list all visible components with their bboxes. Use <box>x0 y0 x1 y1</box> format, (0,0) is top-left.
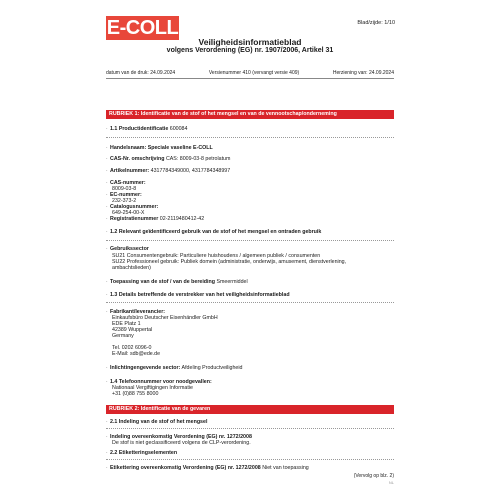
divider <box>106 240 394 241</box>
article-number-value: 4317784349000, 4317784348997 <box>150 168 231 174</box>
section-1-header: RUBRIEK 1: Identificatie van de stof of het mengsel en van de vennootschap/onderneming <box>106 110 394 119</box>
section-1-3-heading: 1.3 Details betreffende de verstrekker van het veiligheidsinformatieblad <box>110 292 290 298</box>
emergency-line: Nationaal Vergiftigingen Informatie <box>112 385 193 391</box>
registration-label: Registratienummer <box>110 216 159 222</box>
version-number: Versienummer 410 (vervangt versie 409) <box>208 70 300 76</box>
labelling-value: Niet van toepassing <box>262 465 309 471</box>
section-2-header: RUBRIEK 2: Identificatie van de gevaren <box>106 405 394 414</box>
bullet-dot: · <box>106 145 108 151</box>
trade-name-value: Speciale vaseline E-COLL <box>147 145 213 151</box>
supplier-line: Tel. 0202 6096-0 <box>112 345 152 351</box>
bullet-dot: · <box>106 309 108 315</box>
language-code: NL <box>388 480 394 485</box>
su22-line: SU22 Professioneel gebruik: Publiek domein (administratie, onderwijs, amusement, dienstverlening, <box>112 259 347 265</box>
divider <box>106 428 394 429</box>
cas-description-label: CAS-Nr. omschrijving <box>110 156 165 162</box>
catalog-number-label: Catalogusnummer: <box>110 204 159 210</box>
cas-number-value: 8009-03-8 <box>112 186 137 192</box>
bullet-dot: · <box>106 229 108 235</box>
use-sector-label: Gebruikssector <box>110 246 149 252</box>
bullet-dot: · <box>106 434 108 440</box>
bullet-dot: · <box>106 168 108 174</box>
bullet-dot: · <box>106 156 108 162</box>
document-title: Veiligheidsinformatieblad <box>198 37 302 47</box>
bullet-dot: · <box>106 419 108 425</box>
trade-name-row <box>110 145 213 151</box>
ec-number-value: 232-373-2 <box>112 198 137 204</box>
bullet-dot: · <box>106 450 108 456</box>
su22-line-cont: ambachtslieden) <box>112 265 151 271</box>
cas-description-row <box>110 156 230 162</box>
revision-date: Herziening van: 24.09.2024 <box>332 70 394 76</box>
supplier-label: Fabrikant/leverancier: <box>110 309 166 315</box>
header-divider <box>106 78 394 79</box>
bullet-dot: · <box>106 292 108 298</box>
info-sector-row <box>110 365 243 371</box>
product-identification <box>110 126 187 132</box>
document-meta <box>106 70 394 76</box>
supplier-line: Germany <box>112 333 134 339</box>
supplier-line: EDE Platz 1 <box>112 321 141 327</box>
application-label: Toepassing van de stof / van de bereiding <box>110 279 215 285</box>
catalog-number-value: 649-254-00-X <box>112 210 145 216</box>
supplier-line: 42389 Wuppertal <box>112 327 153 333</box>
bullet-dot: · <box>106 365 108 371</box>
labelling-row <box>110 465 309 471</box>
bullet-dot: · <box>106 216 108 222</box>
print-date: datum van de druk: 24.09.2024 <box>106 70 176 76</box>
application-value: Smeermiddel <box>216 279 248 285</box>
bullet-dot: · <box>106 465 108 471</box>
application-row <box>110 279 248 285</box>
bullet-dot: · <box>106 246 108 252</box>
registration-row <box>110 216 204 222</box>
document-subtitle: volgens Verordening (EG) nr. 1907/2006, Artikel 31 <box>166 47 334 54</box>
ec-number-label: EC-nummer: <box>110 192 142 198</box>
divider <box>106 459 394 460</box>
section-1-1-heading: 1.1 Productidentificatie <box>110 126 169 132</box>
continued-note: (Vervolg op blz. 2) <box>353 473 394 479</box>
article-number-label: Artikelnummer: <box>110 168 150 174</box>
bullet-dot: · <box>106 204 108 210</box>
section-2-1-heading: 2.1 Indeling van de stof of het mengsel <box>110 419 208 425</box>
info-sector-label: Inlichtingengevende sector: <box>110 365 181 371</box>
divider <box>106 137 394 138</box>
cas-number-label: CAS-nummer: <box>110 180 146 186</box>
emergency-phone: +31 (0)88 755 8000 <box>112 391 159 397</box>
cas-description-value: CAS: 8009-03-8 petrolatum <box>165 156 231 162</box>
supplier-line: Einkaufsbüro Deutscher Eisenhändler GmbH <box>112 315 218 321</box>
bullet-dot: · <box>106 126 108 132</box>
supplier-email[interactable]: E-Mail: sdb@ede.de <box>112 351 161 357</box>
bullet-dot: · <box>106 379 108 385</box>
su21-line: SU21 Consumentengebruik: Particuliere huishoudens / algemeen publiek / consumenten <box>112 253 321 259</box>
section-1-2-heading: 1.2 Relevant geïdentificeerd gebruik van de stof of het mengsel en ontraden gebruik <box>110 229 322 235</box>
bullet-dot: · <box>106 279 108 285</box>
labelling-label: Etikettering overeenkomstig Verordening (EG) nr. 1272/2008 <box>110 465 261 471</box>
bullet-dot: · <box>106 180 108 186</box>
bullet-dot: · <box>106 192 108 198</box>
article-number-row <box>110 168 230 174</box>
section-1-4-heading: 1.4 Telefoonnummer voor noodgevallen: <box>110 379 212 385</box>
info-sector-value: Afdeling Productveiligheid <box>181 365 243 371</box>
classification-value: De stof is niet geclassificeerd volgens de CLP-verordening. <box>112 440 251 446</box>
trade-name-label: Handelsnaam: <box>110 145 147 151</box>
section-2-2-heading: 2.2 Etiketteringselementen <box>110 450 178 456</box>
company-logo: E-COLL <box>106 17 179 39</box>
registration-value: 02-2119480412-42 <box>159 216 205 222</box>
page-number: Blad/zijde: 1/10 <box>357 20 395 26</box>
classification-label: Indeling overeenkomstig Verordening (EG) nr. 1272/2008 <box>110 434 252 440</box>
product-id-value: 600084 <box>169 126 188 132</box>
divider <box>106 302 394 303</box>
